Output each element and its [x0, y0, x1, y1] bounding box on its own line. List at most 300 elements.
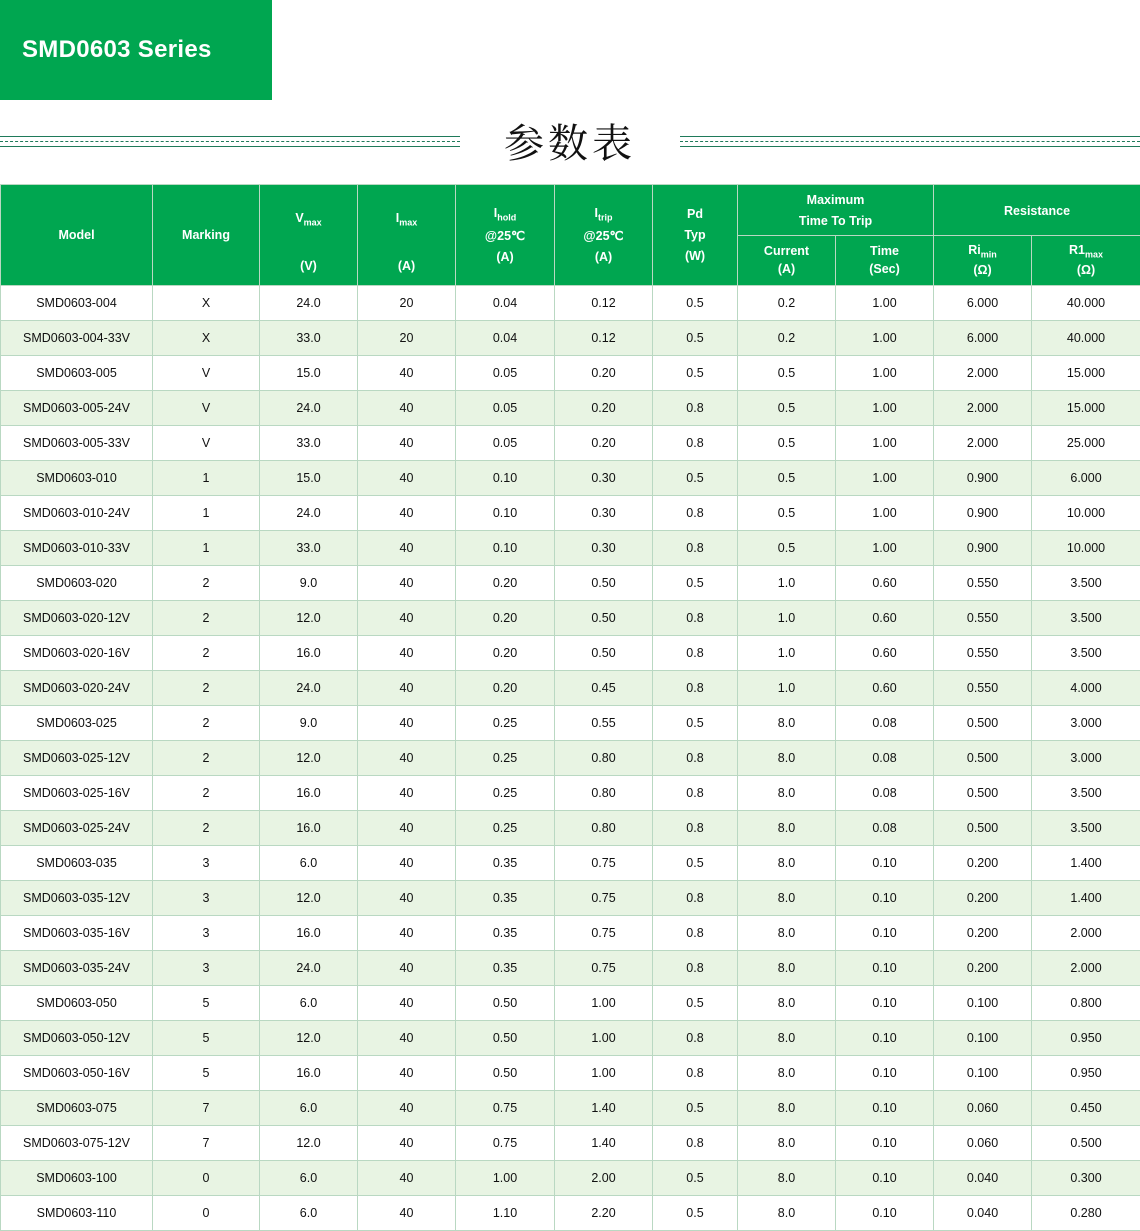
cell-marking: 5 [153, 986, 260, 1021]
cell-imax: 40 [358, 881, 456, 916]
cell-rimin: 0.100 [934, 986, 1032, 1021]
cell-itrip: 1.00 [555, 1056, 653, 1091]
cell-vmax: 24.0 [260, 496, 358, 531]
cell-current: 8.0 [738, 1161, 836, 1196]
cell-time: 1.00 [836, 426, 934, 461]
cell-time: 1.00 [836, 391, 934, 426]
cell-r1max: 10.000 [1032, 531, 1140, 566]
cell-marking: V [153, 356, 260, 391]
cell-model: SMD0603-004 [1, 286, 153, 321]
cell-ihold: 0.50 [456, 1056, 555, 1091]
cell-pd: 0.8 [653, 636, 738, 671]
column-header-imax [358, 185, 456, 286]
cell-pd: 0.8 [653, 496, 738, 531]
cell-pd: 0.5 [653, 986, 738, 1021]
cell-itrip: 0.20 [555, 391, 653, 426]
cell-pd: 0.5 [653, 1161, 738, 1196]
cell-time: 0.10 [836, 986, 934, 1021]
cell-r1max: 3.500 [1032, 601, 1140, 636]
cell-time: 1.00 [836, 321, 934, 356]
cell-imax: 40 [358, 986, 456, 1021]
cell-pd: 0.8 [653, 531, 738, 566]
cell-time: 0.60 [836, 671, 934, 706]
cell-marking: 2 [153, 776, 260, 811]
cell-itrip: 0.80 [555, 811, 653, 846]
cell-time: 0.10 [836, 1091, 934, 1126]
cell-marking: 5 [153, 1056, 260, 1091]
cell-ihold: 0.10 [456, 461, 555, 496]
cell-model: SMD0603-100 [1, 1161, 153, 1196]
cell-rimin: 0.060 [934, 1091, 1032, 1126]
cell-r1max: 1.400 [1032, 846, 1140, 881]
cell-pd: 0.5 [653, 846, 738, 881]
cell-itrip: 1.40 [555, 1091, 653, 1126]
cell-itrip: 0.20 [555, 426, 653, 461]
cell-vmax: 12.0 [260, 741, 358, 776]
cell-current: 8.0 [738, 951, 836, 986]
cell-model: SMD0603-005-33V [1, 426, 153, 461]
table-row [1, 461, 1140, 496]
table-row [1, 321, 1140, 356]
cell-current: 8.0 [738, 1021, 836, 1056]
cell-rimin: 0.500 [934, 776, 1032, 811]
cell-imax: 40 [358, 706, 456, 741]
cell-pd: 0.8 [653, 951, 738, 986]
cell-imax: 40 [358, 846, 456, 881]
cell-vmax: 9.0 [260, 566, 358, 601]
cell-pd: 0.5 [653, 286, 738, 321]
table-row [1, 531, 1140, 566]
cell-model: SMD0603-050-16V [1, 1056, 153, 1091]
cell-current: 0.5 [738, 356, 836, 391]
cell-time: 0.10 [836, 1021, 934, 1056]
cell-rimin: 0.550 [934, 601, 1032, 636]
cell-imax: 40 [358, 1196, 456, 1231]
cell-pd: 0.8 [653, 1126, 738, 1161]
cell-r1max: 3.500 [1032, 636, 1140, 671]
cell-rimin: 0.200 [934, 881, 1032, 916]
cell-itrip: 0.45 [555, 671, 653, 706]
cell-itrip: 0.75 [555, 951, 653, 986]
cell-imax: 40 [358, 636, 456, 671]
cell-rimin: 6.000 [934, 321, 1032, 356]
cell-marking: 1 [153, 496, 260, 531]
cell-model: SMD0603-110 [1, 1196, 153, 1231]
header-unit: (V) [300, 257, 317, 275]
cell-current: 1.0 [738, 671, 836, 706]
cell-model: SMD0603-020 [1, 566, 153, 601]
cell-imax: 40 [358, 1056, 456, 1091]
cell-current: 1.0 [738, 636, 836, 671]
cell-pd: 0.8 [653, 741, 738, 776]
cell-vmax: 24.0 [260, 671, 358, 706]
cell-marking: X [153, 286, 260, 321]
cell-r1max: 0.950 [1032, 1056, 1140, 1091]
cell-ihold: 0.35 [456, 916, 555, 951]
cell-imax: 40 [358, 741, 456, 776]
cell-current: 8.0 [738, 986, 836, 1021]
cell-itrip: 0.30 [555, 496, 653, 531]
header-condition: @25℃ [583, 227, 623, 245]
table-row [1, 1161, 1140, 1196]
cell-pd: 0.8 [653, 601, 738, 636]
cell-ihold: 0.05 [456, 426, 555, 461]
cell-marking: 2 [153, 811, 260, 846]
cell-pd: 0.5 [653, 461, 738, 496]
cell-itrip: 0.30 [555, 531, 653, 566]
column-header-itrip [555, 185, 653, 286]
cell-time: 1.00 [836, 286, 934, 321]
cell-rimin: 0.200 [934, 951, 1032, 986]
cell-r1max: 6.000 [1032, 461, 1140, 496]
header-unit: (Ω) [1077, 262, 1095, 280]
cell-itrip: 0.50 [555, 566, 653, 601]
cell-imax: 40 [358, 531, 456, 566]
cell-rimin: 0.550 [934, 636, 1032, 671]
cell-r1max: 0.950 [1032, 1021, 1140, 1056]
cell-imax: 40 [358, 391, 456, 426]
cell-current: 8.0 [738, 1056, 836, 1091]
cell-rimin: 0.500 [934, 811, 1032, 846]
cell-time: 1.00 [836, 531, 934, 566]
series-banner [0, 0, 272, 100]
cell-model: SMD0603-075 [1, 1091, 153, 1126]
column-header-pd [653, 185, 738, 286]
header-unit: (A) [496, 248, 513, 266]
header-unit: (A) [595, 248, 612, 266]
table-row [1, 356, 1140, 391]
table-row [1, 1021, 1140, 1056]
cell-vmax: 16.0 [260, 1056, 358, 1091]
cell-time: 0.10 [836, 1056, 934, 1091]
column-header-vmax [260, 185, 358, 286]
cell-ihold: 0.20 [456, 636, 555, 671]
cell-current: 0.2 [738, 286, 836, 321]
cell-vmax: 15.0 [260, 461, 358, 496]
cell-model: SMD0603-035 [1, 846, 153, 881]
header-condition: @25℃ [485, 227, 525, 245]
table-row [1, 706, 1140, 741]
cell-vmax: 6.0 [260, 986, 358, 1021]
cell-rimin: 0.200 [934, 916, 1032, 951]
cell-vmax: 24.0 [260, 951, 358, 986]
cell-vmax: 9.0 [260, 706, 358, 741]
table-row [1, 496, 1140, 531]
cell-rimin: 2.000 [934, 391, 1032, 426]
cell-ihold: 0.10 [456, 531, 555, 566]
cell-marking: 5 [153, 1021, 260, 1056]
cell-current: 8.0 [738, 706, 836, 741]
header-unit: (Ω) [973, 262, 991, 280]
cell-marking: 1 [153, 531, 260, 566]
header-label: $I_{max}$ [396, 209, 418, 230]
cell-marking: V [153, 391, 260, 426]
cell-itrip: 0.75 [555, 881, 653, 916]
cell-vmax: 33.0 [260, 426, 358, 461]
cell-r1max: 3.000 [1032, 741, 1140, 776]
cell-current: 8.0 [738, 741, 836, 776]
table-row [1, 776, 1140, 811]
cell-vmax: 33.0 [260, 531, 358, 566]
cell-imax: 40 [358, 776, 456, 811]
cell-model: SMD0603-004-33V [1, 321, 153, 356]
cell-model: SMD0603-025-12V [1, 741, 153, 776]
cell-r1max: 15.000 [1032, 391, 1140, 426]
cell-current: 8.0 [738, 881, 836, 916]
cell-ihold: 1.10 [456, 1196, 555, 1231]
cell-imax: 40 [358, 566, 456, 601]
cell-marking: 2 [153, 741, 260, 776]
table-row [1, 881, 1140, 916]
cell-vmax: 12.0 [260, 601, 358, 636]
cell-vmax: 16.0 [260, 636, 358, 671]
cell-ihold: 0.25 [456, 776, 555, 811]
cell-itrip: 2.00 [555, 1161, 653, 1196]
group-label-line1: Maximum [738, 186, 933, 213]
cell-itrip: 0.50 [555, 636, 653, 671]
cell-itrip: 0.55 [555, 706, 653, 741]
header-unit: (Sec) [869, 261, 900, 279]
cell-itrip: 1.00 [555, 986, 653, 1021]
header-label: Current [764, 243, 809, 261]
cell-r1max: 0.450 [1032, 1091, 1140, 1126]
cell-marking: 0 [153, 1161, 260, 1196]
cell-current: 0.5 [738, 531, 836, 566]
section-heading: 参数表 [0, 112, 1140, 169]
cell-model: SMD0603-005-24V [1, 391, 153, 426]
cell-pd: 0.8 [653, 671, 738, 706]
table-row [1, 846, 1140, 881]
cell-r1max: 40.000 [1032, 286, 1140, 321]
cell-time: 0.60 [836, 636, 934, 671]
table-row [1, 286, 1140, 321]
cell-rimin: 0.550 [934, 566, 1032, 601]
cell-ihold: 0.20 [456, 566, 555, 601]
cell-imax: 40 [358, 811, 456, 846]
cell-r1max: 3.000 [1032, 706, 1140, 741]
cell-time: 0.60 [836, 566, 934, 601]
cell-current: 0.5 [738, 461, 836, 496]
table-row [1, 951, 1140, 986]
cell-marking: X [153, 321, 260, 356]
cell-time: 0.08 [836, 776, 934, 811]
table-row [1, 1196, 1140, 1231]
cell-pd: 0.5 [653, 566, 738, 601]
cell-model: SMD0603-025-16V [1, 776, 153, 811]
cell-current: 8.0 [738, 916, 836, 951]
cell-pd: 0.5 [653, 1091, 738, 1126]
header-label: Pd [687, 205, 703, 223]
header-typ: Typ [684, 226, 705, 244]
cell-imax: 40 [358, 461, 456, 496]
table-row [1, 1126, 1140, 1161]
header-label: Model [58, 226, 94, 244]
cell-itrip: 0.12 [555, 321, 653, 356]
cell-vmax: 6.0 [260, 846, 358, 881]
cell-time: 0.10 [836, 916, 934, 951]
cell-r1max: 3.500 [1032, 776, 1140, 811]
table-row [1, 391, 1140, 426]
cell-vmax: 16.0 [260, 916, 358, 951]
table-row [1, 811, 1140, 846]
cell-model: SMD0603-035-12V [1, 881, 153, 916]
cell-time: 0.10 [836, 881, 934, 916]
cell-r1max: 10.000 [1032, 496, 1140, 531]
cell-rimin: 0.100 [934, 1021, 1032, 1056]
column-header-time [836, 236, 934, 286]
cell-time: 0.08 [836, 706, 934, 741]
cell-time: 1.00 [836, 461, 934, 496]
cell-current: 0.5 [738, 496, 836, 531]
cell-vmax: 6.0 [260, 1091, 358, 1126]
cell-current: 1.0 [738, 601, 836, 636]
table-row [1, 1091, 1140, 1126]
cell-current: 0.5 [738, 391, 836, 426]
cell-current: 8.0 [738, 1196, 836, 1231]
cell-current: 0.2 [738, 321, 836, 356]
cell-ihold: 0.35 [456, 951, 555, 986]
cell-marking: 0 [153, 1196, 260, 1231]
cell-imax: 40 [358, 1126, 456, 1161]
cell-r1max: 1.400 [1032, 881, 1140, 916]
cell-imax: 40 [358, 916, 456, 951]
cell-imax: 40 [358, 671, 456, 706]
cell-model: SMD0603-005 [1, 356, 153, 391]
cell-r1max: 3.500 [1032, 566, 1140, 601]
column-header-marking [153, 185, 260, 286]
cell-pd: 0.8 [653, 811, 738, 846]
cell-imax: 40 [358, 496, 456, 531]
cell-imax: 40 [358, 356, 456, 391]
cell-ihold: 0.05 [456, 391, 555, 426]
table-row [1, 986, 1140, 1021]
header-label: $Ri_{min}$ [968, 242, 997, 261]
cell-ihold: 0.75 [456, 1126, 555, 1161]
column-header-model [1, 185, 153, 286]
cell-model: SMD0603-035-24V [1, 951, 153, 986]
cell-marking: 3 [153, 846, 260, 881]
cell-marking: 7 [153, 1091, 260, 1126]
cell-vmax: 6.0 [260, 1161, 358, 1196]
cell-pd: 0.8 [653, 1056, 738, 1091]
cell-pd: 0.8 [653, 391, 738, 426]
cell-vmax: 12.0 [260, 881, 358, 916]
cell-current: 8.0 [738, 1091, 836, 1126]
cell-rimin: 0.900 [934, 531, 1032, 566]
cell-ihold: 0.20 [456, 671, 555, 706]
cell-model: SMD0603-035-16V [1, 916, 153, 951]
cell-rimin: 0.900 [934, 461, 1032, 496]
cell-rimin: 0.100 [934, 1056, 1032, 1091]
cell-current: 8.0 [738, 811, 836, 846]
group-label-line2: Time To Trip [738, 213, 933, 234]
cell-itrip: 0.50 [555, 601, 653, 636]
cell-vmax: 16.0 [260, 776, 358, 811]
cell-ihold: 0.04 [456, 286, 555, 321]
cell-pd: 0.8 [653, 881, 738, 916]
column-group-max-time-to-trip [738, 185, 934, 236]
cell-imax: 40 [358, 601, 456, 636]
column-header-rimin [934, 236, 1032, 286]
cell-itrip: 0.12 [555, 286, 653, 321]
header-unit: (A) [778, 261, 795, 279]
cell-marking: 7 [153, 1126, 260, 1161]
cell-rimin: 0.200 [934, 846, 1032, 881]
cell-vmax: 12.0 [260, 1021, 358, 1056]
cell-marking: 2 [153, 671, 260, 706]
cell-model: SMD0603-025 [1, 706, 153, 741]
cell-model: SMD0603-020-24V [1, 671, 153, 706]
cell-ihold: 0.50 [456, 1021, 555, 1056]
cell-ihold: 0.25 [456, 706, 555, 741]
cell-imax: 20 [358, 321, 456, 356]
cell-model: SMD0603-075-12V [1, 1126, 153, 1161]
table-row [1, 916, 1140, 951]
cell-model: SMD0603-010-24V [1, 496, 153, 531]
cell-ihold: 0.75 [456, 1091, 555, 1126]
cell-model: SMD0603-050-12V [1, 1021, 153, 1056]
cell-ihold: 0.50 [456, 986, 555, 1021]
table-row [1, 671, 1140, 706]
cell-time: 0.60 [836, 601, 934, 636]
cell-vmax: 6.0 [260, 1196, 358, 1231]
cell-time: 0.10 [836, 951, 934, 986]
cell-ihold: 0.04 [456, 321, 555, 356]
cell-vmax: 12.0 [260, 1126, 358, 1161]
cell-time: 1.00 [836, 496, 934, 531]
cell-r1max: 0.800 [1032, 986, 1140, 1021]
cell-time: 0.10 [836, 1161, 934, 1196]
section-title-block [0, 106, 1140, 184]
cell-r1max: 3.500 [1032, 811, 1140, 846]
cell-itrip: 0.20 [555, 356, 653, 391]
header-label: $I_{trip}$ [595, 204, 613, 225]
table-row [1, 566, 1140, 601]
cell-pd: 0.5 [653, 356, 738, 391]
cell-current: 8.0 [738, 846, 836, 881]
cell-rimin: 0.060 [934, 1126, 1032, 1161]
cell-rimin: 0.500 [934, 706, 1032, 741]
cell-rimin: 0.500 [934, 741, 1032, 776]
cell-current: 8.0 [738, 776, 836, 811]
cell-current: 1.0 [738, 566, 836, 601]
table-row [1, 426, 1140, 461]
cell-itrip: 1.40 [555, 1126, 653, 1161]
cell-itrip: 0.30 [555, 461, 653, 496]
column-header-current [738, 236, 836, 286]
cell-r1max: 2.000 [1032, 916, 1140, 951]
cell-itrip: 2.20 [555, 1196, 653, 1231]
cell-ihold: 1.00 [456, 1161, 555, 1196]
cell-rimin: 2.000 [934, 426, 1032, 461]
cell-marking: V [153, 426, 260, 461]
cell-pd: 0.5 [653, 706, 738, 741]
cell-r1max: 25.000 [1032, 426, 1140, 461]
cell-pd: 0.8 [653, 776, 738, 811]
cell-r1max: 0.280 [1032, 1196, 1140, 1231]
cell-ihold: 0.35 [456, 881, 555, 916]
cell-ihold: 0.10 [456, 496, 555, 531]
cell-vmax: 33.0 [260, 321, 358, 356]
cell-imax: 40 [358, 951, 456, 986]
header-unit: (A) [398, 257, 415, 275]
cell-marking: 2 [153, 601, 260, 636]
cell-model: SMD0603-020-12V [1, 601, 153, 636]
cell-rimin: 2.000 [934, 356, 1032, 391]
cell-model: SMD0603-020-16V [1, 636, 153, 671]
cell-marking: 3 [153, 916, 260, 951]
cell-itrip: 0.80 [555, 776, 653, 811]
